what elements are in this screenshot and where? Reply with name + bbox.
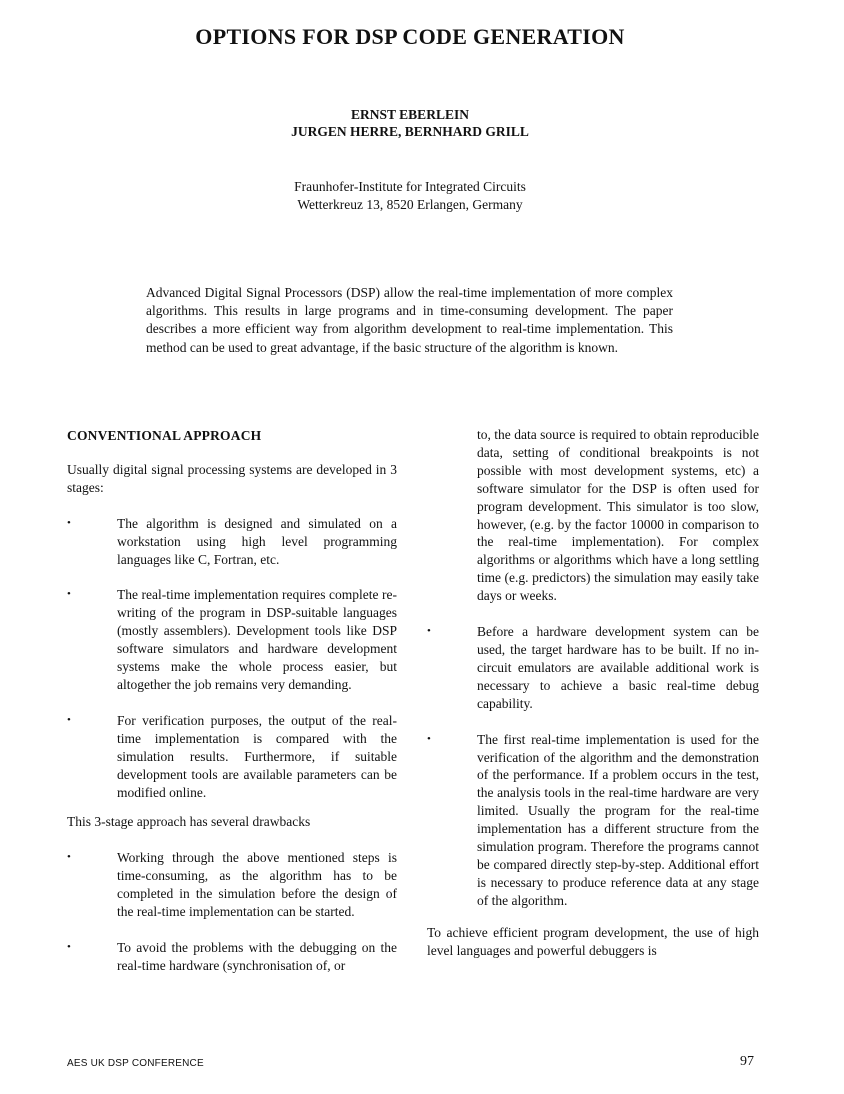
list-item bbox=[67, 515, 397, 569]
bullet-icon: • bbox=[67, 851, 71, 864]
bullet-icon: • bbox=[67, 713, 71, 726]
list-item-text: The algorithm is designed and simulated on a workstation using high level programming languages like C, Fortran, etc. bbox=[117, 515, 397, 567]
list-item bbox=[67, 586, 397, 693]
bullet-icon: • bbox=[427, 732, 431, 745]
list-item-text: The first real-time implementation is used for the verification of the algorithm and the demonstration of the performance. If a problem occurs in the test, the analysis tools in the real-time hardware are very limited. Usually the program for the real-time implementation has a different structure from the simulation program. Therefore the programs cannot be compared directly step-by-step. Additional effort is necessary to produce reference data at any stage of the algorithm. bbox=[477, 731, 759, 908]
list-item-text: The real-time implementation requires complete re-writing of the program in DSP-suitable languages (mostly assemblers). Development tools like DSP software simulators and hardware development systems make the whole process easier, but altogether the job remains very demanding. bbox=[117, 587, 397, 692]
list-item bbox=[67, 939, 397, 975]
bullet-icon: • bbox=[67, 516, 71, 529]
section-heading: CONVENTIONAL APPROACH bbox=[67, 428, 262, 443]
author-line-2: JURGEN HERRE, BERNHARD GRILL bbox=[291, 124, 529, 139]
author-line-1: ERNST EBERLEIN bbox=[351, 107, 469, 122]
left-column bbox=[67, 427, 397, 993]
list-item-text: To avoid the problems with the debugging on the real-time hardware (synchronisation of, or bbox=[117, 939, 397, 973]
affiliation-block bbox=[0, 178, 820, 214]
list-item bbox=[427, 623, 759, 713]
closing-paragraph: To achieve efficient program development, the use of high level languages and powerful debuggers is bbox=[427, 924, 759, 958]
page-number: 97 bbox=[740, 1054, 754, 1069]
list-item bbox=[67, 849, 397, 921]
affiliation-line-1: Fraunhofer-Institute for Integrated Circuits bbox=[294, 179, 526, 194]
paper-title: OPTIONS FOR DSP CODE GENERATION bbox=[195, 24, 625, 49]
right-column bbox=[427, 426, 759, 959]
bullet-icon: • bbox=[67, 588, 71, 601]
bullet-icon: • bbox=[427, 625, 431, 638]
abstract: Advanced Digital Signal Processors (DSP) allow the real-time implementation of more complex algorithms. This results in large programs and in time-consuming development. The paper describes a more efficient way from algorithm development to real-time implementation. This method can be used to great advantage, if the basic structure of the algorithm is known. bbox=[146, 285, 673, 355]
list-item-text: Before a hardware development system can be used, the target hardware has to be built. If no in-circuit emulators are available additional work is necessary to achieve a basic real-time debug capability. bbox=[477, 624, 759, 711]
list-item-text: Working through the above mentioned steps is time-consuming, as the algorithm has to be completed in the simulation before the design of the real-time implementation can be started. bbox=[117, 850, 397, 920]
author-block bbox=[0, 106, 820, 140]
footer-conference: AES UK DSP CONFERENCE bbox=[67, 1058, 204, 1069]
list-item-text: For verification purposes, the output of the real-time implementation is compared with the simulation results. Furthermore, if suitable development tools are available parameters can be modified online. bbox=[117, 712, 397, 800]
list-item bbox=[67, 712, 397, 802]
list-item bbox=[427, 731, 759, 910]
affiliation-line-2: Wetterkreuz 13, 8520 Erlangen, Germany bbox=[297, 197, 523, 212]
drawbacks-intro: This 3-stage approach has several drawbacks bbox=[67, 814, 311, 830]
intro-paragraph: Usually digital signal processing systems are developed in 3 stages: bbox=[67, 461, 397, 495]
bullet-icon: • bbox=[67, 940, 71, 953]
continued-paragraph: to, the data source is required to obtain reproducible data, setting of conditional breakpoints is not possible with most development systems, etc) a software simulator for the DSP is often used for program development. This simulator is too slow, however, (e.g. by the factor 10000 in comparison to the real-time implementation). For complex algorithms or algorithms which have a long settling time (e.g. predictors) the simulation may easily take days or weeks. bbox=[477, 427, 759, 604]
